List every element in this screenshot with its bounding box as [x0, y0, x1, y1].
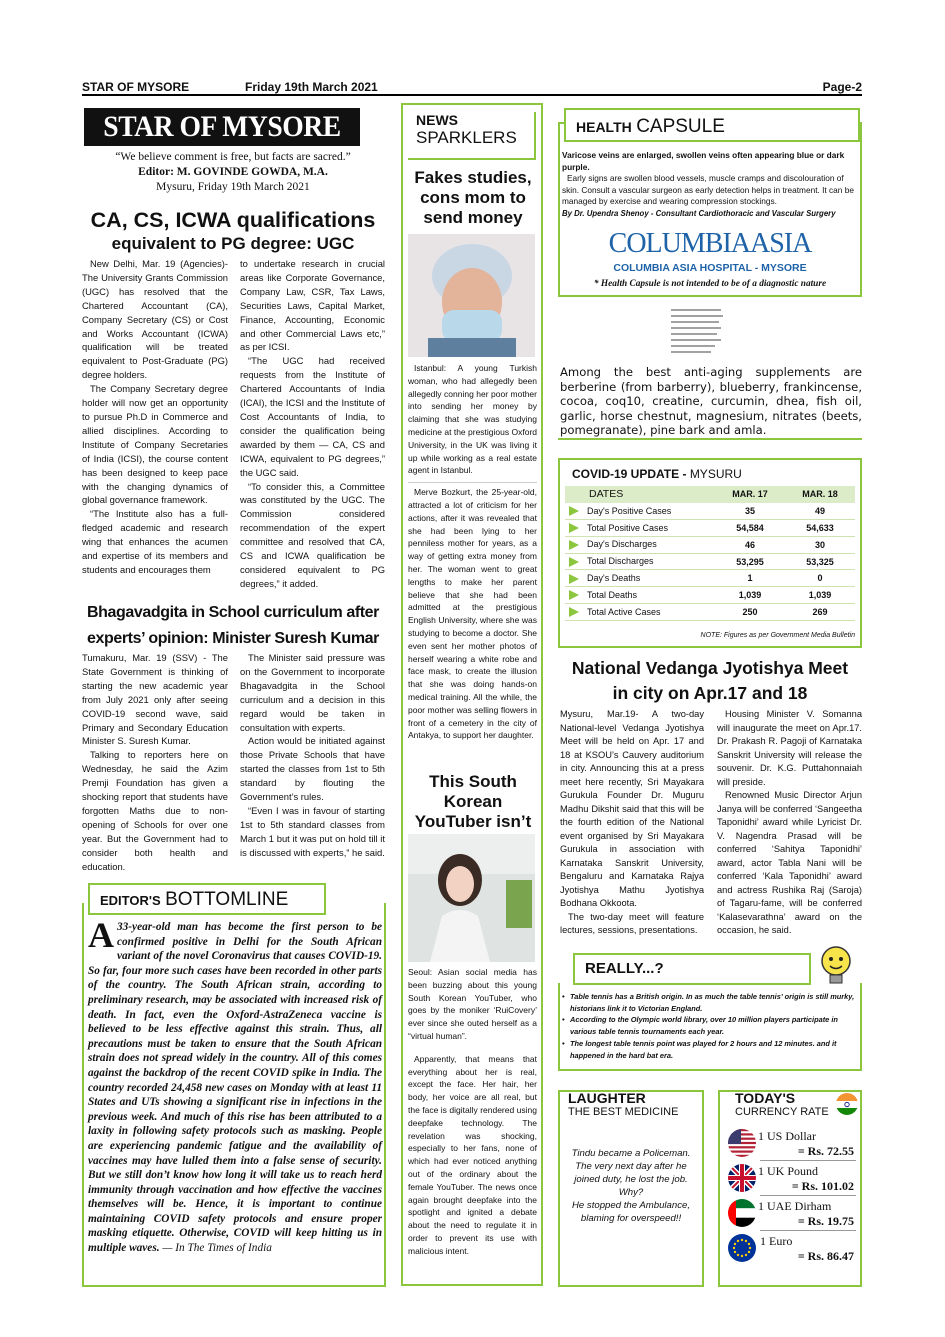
cell: 46	[715, 536, 785, 553]
cell: 30	[785, 536, 855, 553]
masthead-editor: Editor: M. GOVINDE GOWDA, M.A.	[138, 166, 328, 178]
col-dates: DATES	[589, 488, 624, 501]
paragraph: “The UGC had received requests from the Institute of Chartered Accountants of India (ICAI), the ICSI and the Institute of Cost Accountants of India, to consider the qualification being awarded by them — CA, CS and ICWA, equivalent to PG degrees,” the UGC said.	[240, 355, 385, 478]
list-item: • The longest table tennis point was played for 2 hours and 12 minutes. and it happened in the hard bat era.	[562, 1038, 858, 1061]
currency-value: = Rs. 72.55	[797, 1144, 854, 1158]
paragraph: Talking to reporters here on Wednesday, he said the Azim Premji Foundation has given a shocking report that students have forgotten Maths due to non-opening of Schools for over one year. But the Government had to consider both health and education.	[82, 749, 228, 872]
paragraph: Housing Minister V. Somanna will inaugurate the meet on Apr.17. Dr. Prakash R. Pagoji of Karnataka Sanskrit University will release the souvenir. Dr. K.G. Puttahonnaiah will preside.	[717, 709, 862, 787]
paragraph: Mysuru, Mar.19- A two-day National-level Vedanga Jyotishya Meet will be held on Apr. 17 and 18 at KSOU’s Cauvery auditorium in city. Announcing this at a press meet here recently, Sri Mayakara Gurukula Founder Dr. Muguru Madhu Dikshit said that this will be the fourth edition of the National event organised by Sri Mayakara Gurukula in association with Karnataka Sanskrit University, Bengaluru and Karnataka Rajya Jyotishya Mathu Jyotishya Bodhana Okkoota.	[560, 709, 704, 908]
arrow-icon	[569, 506, 579, 516]
uk-flag-icon	[728, 1164, 756, 1192]
gita-column-2	[240, 651, 385, 860]
currency-row-usd	[720, 1127, 860, 1162]
covid-table	[565, 486, 855, 621]
lightbulb-icon	[816, 943, 856, 991]
vedanga-headline-line2: in city on Apr.17 and 18	[612, 683, 808, 703]
currency-row-eur	[720, 1232, 860, 1267]
cell: 53,325	[785, 553, 855, 570]
table-row	[565, 604, 855, 621]
paragraph: Seoul: Asian social media has been buzzing about this young South Korean YouTuber, who goes by the moniker ‘RuiCovery’ ever since she outed herself as a “virtual human”.	[408, 967, 537, 1041]
row-label: Total Positive Cases	[587, 522, 669, 533]
bottomline-tag-editors: EDITOR'S	[100, 893, 161, 908]
arrow-icon	[569, 574, 579, 584]
arrow-icon	[569, 523, 579, 533]
gita-column-1	[82, 651, 228, 874]
bottomline-text	[88, 915, 382, 1256]
bottomline-tag	[88, 883, 326, 915]
covid-title-label: COVID-19 UPDATE -	[572, 467, 687, 481]
ugc-headline-line2: equivalent to PG degree: UGC	[111, 234, 355, 253]
cell: 35	[715, 503, 785, 520]
hospital-name: COLUMBIA ASIA HOSPITAL - MYSORE	[613, 262, 807, 274]
laughter-tag	[568, 1090, 696, 1118]
ugc-column-2	[240, 257, 385, 591]
paragraph: Apparently, that means that everything about her is real, except the face. Her hair, her body, her voice are all real, but the face is digitally rendered using deepfake technology. The revelation was shocking, especially to her fans, none of which had ever noticed anything out of the ordinary about the female YouTuber. The news once again brought deepfake into the spotlight and ignited a debate about the need to regulate it in order to prevent its use with malicious intent.	[408, 1053, 537, 1256]
header-page-number: Page-2	[822, 80, 862, 94]
paragraph: to undertake research in crucial areas like Corporate Governance, Company Law, CSR, Tax Laws, Securities Laws, Capital Market, Finance, Accounting, Economic and other Commercial Laws etc,” as per ICSI.	[240, 258, 385, 353]
currency-name: 1 US Dollar	[758, 1129, 816, 1143]
bottomline-body: 33-year-old man has become the first person to be confirmed positive in Delhi for the South African variant of the novel Coronavirus that causes COVID-19. So far, four more such cases have been recorded in other parts of the country. The South African strain, according to preliminary research, may be associated with increased risk of death. In fact, even the Oxford-AstraZeneca vaccine is believed to be less effective against this strain. Thus, all precautions must be taken to ensure that the South African strain does not spread widely in the country. All of this comes against the backdrop of the recent COVID spike in India. The country recorded 24,458 new cases on Monday with at least 11 States and UTs showing a significant rise in infections in the previous week. And much of this rise has been attributed to a laxity in following safety protocols such as masking. People are experiencing pandemic fatigue and the availability of vaccines may have lulled them into a false sense of security. But we still don’t know how long it will take us to reach herd immunity through vaccination and how effective the vaccines themselves will be. Hence, it is important to continue maintaining COVID safety protocols and ensure proper masking etiquette. Otherwise, COVID will keep hitting us in multiple waves.	[88, 921, 382, 1255]
story1-title: Fakes studies, cons mom to send money	[414, 168, 532, 227]
covid-note: NOTE: Figures as per Government Media Bulletin	[700, 632, 855, 639]
joke-line: Tindu became a Policeman.	[571, 1148, 691, 1159]
cell: 49	[785, 503, 855, 520]
masthead-block	[82, 150, 384, 195]
covid-table-header	[565, 486, 855, 503]
table-row	[565, 520, 855, 537]
really-tag: REALLY...?	[573, 953, 811, 985]
currency-tag-subtitle: CURRENCY RATE	[735, 1106, 829, 1118]
joke-line: Why?	[618, 1187, 644, 1198]
cell: 53,295	[715, 553, 785, 570]
currency-value: = Rs. 101.02	[791, 1179, 854, 1193]
joke-line: blaming for overspeed!!	[580, 1213, 682, 1224]
paragraph: Renowned Music Director Arjun Janya will be conferred ‘Sangeetha Taponidhi’ award while Lyricist Dr. V. Nagendra Prasad will be conferred ‘Sahitya Taponidhi’ award, actor Tabla Nani will be conferred ‘Kala Taponidhi’ award and actress Rushika Raj (Saroja) of Tagaru-fame, will be conferred ‘Kalasevarathna’ award on the occasion, he said.	[717, 790, 862, 935]
paragraph: New Delhi, Mar. 19 (Agencies)- The University Grants Commission (UGC) has resolved that the Chartered Accountant (CA), Company Secretary (CS) or Cost and Works Accountant (ICWA) qualification will be treated equivalent to Post-Graduate (PG) degree holders.	[82, 258, 228, 381]
sparklers-tag-news: NEWS	[416, 112, 458, 128]
ugc-column-1	[82, 257, 228, 577]
laughter-tag-word: LAUGHTER	[568, 1090, 646, 1106]
header-date: Friday 19th March 2021	[245, 80, 378, 94]
joke-line: The very next day after he	[575, 1161, 687, 1172]
paragraph: Istanbul: A young Turkish woman, who had allegedly been allegedly conning her poor mother into sending her money by claiming that she was studying medicine at the prestigious Oxford University, in the UK was living it up while working as a real estate agent in Istanbul.	[408, 363, 537, 476]
columbia-asia-logo: COLUMBIAASIA	[608, 228, 812, 259]
cell: 1,039	[715, 587, 785, 604]
table-row	[565, 570, 855, 587]
col-mar18: MAR. 18	[802, 489, 838, 500]
table-row	[565, 503, 855, 520]
eu-flag-icon	[728, 1234, 756, 1262]
currency-row-gbp	[720, 1162, 860, 1197]
health-tag-title: CAPSULE	[636, 116, 725, 137]
currency-name: 1 UK Pound	[758, 1164, 819, 1178]
health-disclaimer: * Health Capsule is not intended to be of a diagnostic nature	[593, 279, 827, 289]
supplements-text: Among the best anti-aging supplements are berberine (from barberry), blueberry, frankincense, cocoa, coq10, creatine, curcumin, dhea, fish oil, garlic, horse chestnut, magnesium, nitrates (beets, pomegranate), pine bark and amla.	[560, 365, 862, 438]
gita-headline	[82, 600, 384, 652]
gita-headline-line1: Bhagavadgita in School curriculum after	[86, 604, 380, 621]
list-item: • Table tennis has a British origin. In as much the table tennis’ origin is still murky, historians link it to Victorian England.	[562, 991, 858, 1014]
cell: 269	[785, 604, 855, 621]
covid-title-city: MYSURU	[689, 467, 742, 481]
health-body: Early signs are swollen blood vessels, muscle cramps and discolouration of skin. Consult a vascular surgeon as early detection helps in treatment. It can be managed by exercise and wearing compression stockings.	[562, 173, 854, 206]
currency-name: 1 UAE Dirham	[758, 1199, 832, 1213]
paragraph: The two-day meet will feature lectures, sessions, presentations.	[560, 911, 704, 935]
cell: 54,633	[785, 520, 855, 537]
currency-row-aed	[720, 1197, 860, 1232]
paragraph: The Company Secretary degree holder will now get an opportunity to pursue Ph.D in Commerce and allied disciplines. According to Institute of Company Secretaries of India (ICSI), the course content has been designed to keep pace with the changing dynamics of global governance framework.	[82, 383, 228, 506]
table-row	[565, 553, 855, 570]
col-mar17: MAR. 17	[732, 489, 768, 500]
story1-text	[408, 362, 537, 742]
paragraph: “The Institute also has a full-fledged academic and research wing that enhances the acumen and expertise of its members and students and encourages them	[82, 508, 228, 575]
us-flag-icon	[728, 1129, 756, 1157]
bottomline-tag-title: BOTTOMLINE	[165, 889, 289, 910]
paragraph: The Minister said pressure was on the Government to incorporate Bhagavadgita in the School curriculum and a decision in this regard would be taken in consultation with experts.	[240, 652, 385, 733]
health-tag-word: HEALTH	[576, 119, 632, 135]
currency-value: = Rs. 86.47	[797, 1249, 854, 1263]
covid-title	[572, 467, 742, 481]
uae-flag-icon	[728, 1199, 756, 1227]
row-label: Total Active Cases	[587, 606, 661, 617]
bottomline-source: — In The Times of India	[162, 1242, 272, 1255]
handwritten-note-image	[665, 304, 755, 358]
sparklers-tag-title: SPARKLERS	[416, 128, 517, 147]
paragraph: Action would be initiated against those Private Schools that have started the classes from 1st to 5th standard by flouting the Government’s rules.	[240, 735, 385, 803]
cell: 1,039	[785, 587, 855, 604]
health-capsule-text	[562, 150, 858, 219]
story2-title: This South Korean YouTuber isn’t	[414, 772, 532, 831]
joke-line: He stopped the Ambulance,	[571, 1200, 691, 1211]
cell: 54,584	[715, 520, 785, 537]
vedanga-headline	[558, 656, 862, 706]
paragraph: “Even I was in favour of starting 1st to 5th standard classes from March 1 but it was put on hold till it is discussed with experts,” he said.	[240, 804, 385, 858]
ugc-headline-line1: CA, CS, ICWA qualifications	[90, 208, 376, 232]
ugc-headline	[82, 207, 384, 255]
arrow-icon	[569, 540, 579, 550]
divider	[558, 438, 862, 440]
story2-text	[408, 966, 537, 1258]
vedanga-column-1	[560, 708, 704, 938]
masthead-motto: “We believe comment is free, but facts are sacred.”	[115, 151, 351, 163]
row-label: Total Deaths	[587, 589, 638, 600]
paragraph: Tumakuru, Mar. 19 (SSV) - The State Government is thinking of starting the new academic year from July 2021 only after seeing COVID-19 second wave, said Primary and Secondary Education Minister S. Suresh Kumar.	[82, 652, 228, 747]
india-flag-icon	[836, 1093, 858, 1115]
really-list	[562, 991, 858, 1061]
paragraph: Merve Bozkurt, the 25-year-old, attracted a lot of criticism for her actions, after it was revealed that she had been lying to her penniless mother for years, as a way of getting extra money from her. The woman went to great lengths to make her parent believe that she had been admitted at the prestigious English University, where she was studying to become a doctor. She even sent her mother photos of herself wearing a white robe and face mask, to create the illusion that she was doing hands-on medical training. All the while, the poor mother was selling flowers in front of a cemetery in the city of Antakya, to support her daughter.	[408, 487, 537, 741]
youtuber-photo	[408, 834, 535, 962]
header-paper-name: STAR OF MYSORE	[82, 80, 190, 94]
cell: 0	[785, 570, 855, 587]
laughter-joke	[560, 1147, 702, 1225]
currency-tag-word: TODAY'S	[735, 1090, 796, 1106]
vedanga-column-2	[717, 708, 862, 938]
health-capsule-tag	[564, 108, 860, 142]
row-label: Day's Positive Cases	[587, 505, 672, 516]
arrow-icon	[569, 590, 579, 600]
health-lead: Varicose veins are enlarged, swollen veins often appearing blue or dark purple.	[562, 150, 845, 172]
list-item: • According to the Olympic world library, over 10 million players participate in various table tennis tournaments each year.	[562, 1014, 858, 1037]
joke-line: joined duty, he lost the job.	[574, 1174, 688, 1185]
masked-woman-photo	[408, 234, 535, 357]
arrow-icon	[569, 557, 579, 567]
page-header	[82, 80, 862, 96]
arrow-icon	[569, 607, 579, 617]
masthead-title: STAR OF MYSORE	[84, 108, 360, 146]
table-row	[565, 587, 855, 604]
currency-value: = Rs. 19.75	[797, 1214, 854, 1228]
cell: 250	[715, 604, 785, 621]
dropcap: A	[88, 915, 114, 955]
health-byline: By Dr. Upendra Shenoy - Consultant Cardiothoracic and Vascular Surgery	[562, 208, 836, 218]
row-label: Day's Deaths	[587, 573, 641, 584]
paragraph: “To consider this, a Committee was constituted by the UGC. The Commission considered recommendation of the expert committee and resolved that CA, CS and ICWA qualification be considered equivalent to PG degrees,” it added.	[240, 480, 385, 589]
row-label: Day's Discharges	[587, 539, 657, 550]
gita-headline-line2: experts’ opinion: Minister Suresh Kumar	[86, 630, 380, 647]
row-label: Total Discharges	[587, 556, 654, 567]
laughter-tag-subtitle: THE BEST MEDICINE	[568, 1106, 679, 1118]
table-row	[565, 536, 855, 553]
masthead-dateline: Mysuru, Friday 19th March 2021	[156, 181, 310, 193]
sparklers-tag	[408, 112, 536, 160]
cell: 1	[715, 570, 785, 587]
currency-rates	[720, 1127, 860, 1267]
currency-name: 1 Euro	[760, 1234, 793, 1248]
vedanga-headline-line1: National Vedanga Jyotishya Meet	[571, 658, 849, 678]
